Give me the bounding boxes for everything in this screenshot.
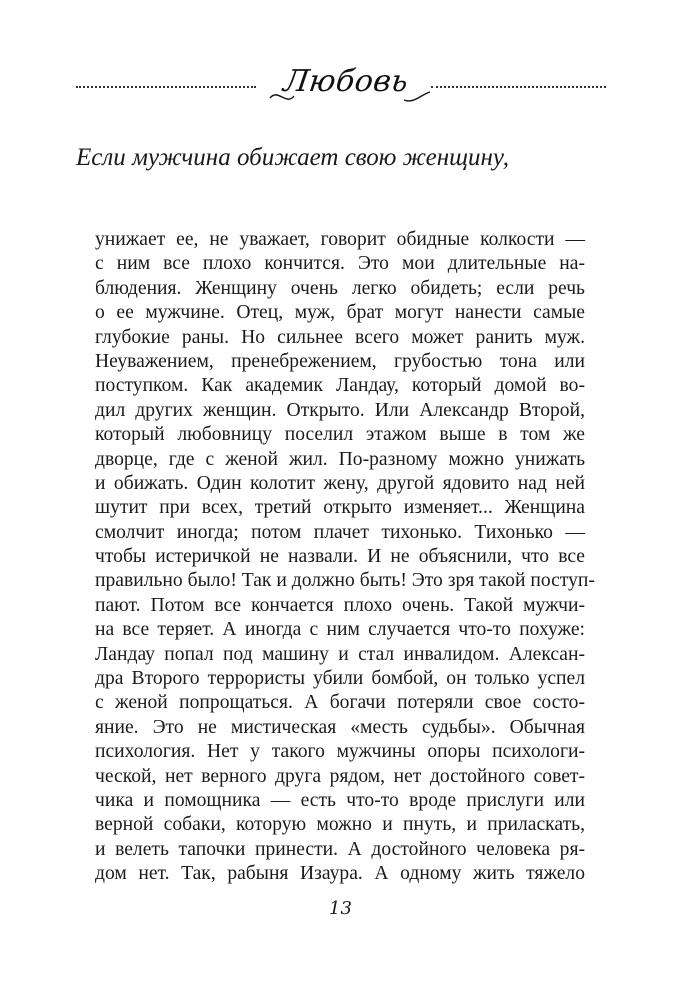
text-line: с ним все плохо кончится. Это мои длительные на- <box>95 253 585 275</box>
text-line: и обижать. Один колотит жену, другой ядовито над ней <box>95 472 585 494</box>
text-line: Неуважением, пренебрежением, грубостью тона или <box>95 350 585 372</box>
text-line: шутит при всех, третий открыто изменяет... Женщина <box>95 497 585 519</box>
body-text <box>95 228 595 887</box>
text-line: дра Второго террористы убили бомбой, он только успел <box>95 668 585 690</box>
text-line: смолчит иногда; потом плачет тихонько. Тихонько — <box>95 521 585 543</box>
header-title: Любовь <box>281 64 411 99</box>
header-dotted-rule-right <box>431 86 606 88</box>
page-number: 13 <box>329 898 352 919</box>
text-line: психология. Нет у такого мужчины опоры психологи- <box>95 741 585 763</box>
text-line: дил других женщин. Открыто. Или Александр Второй, <box>95 399 585 421</box>
header-dotted-rule-left <box>76 86 256 88</box>
text-line: верной собаки, которую можно и пнуть, и приласкать, <box>95 814 585 836</box>
text-line: яние. Это не мистическая «месть судьбы». Обычная <box>95 716 585 738</box>
text-line: дом нет. Так, рабыня Изаура. А одному жить тяжело <box>95 863 585 885</box>
text-line: блюдения. Женщину очень легко обидеть; если речь <box>95 277 585 299</box>
text-line: пают. Потом все кончается плохо очень. Такой мужчи- <box>95 594 585 616</box>
section-heading: Если мужчина обижает свою женщину, <box>76 144 509 171</box>
text-line: чика и помощника — есть что-то вроде прислуги или <box>95 789 585 811</box>
text-line: который любовницу поселил этажом выше в том же <box>95 424 585 446</box>
text-line: о ее мужчине. Отец, муж, брат могут нанести самые <box>95 302 585 324</box>
text-line: правильно было! Так и должно быть! Это зря такой поступ- <box>95 570 595 592</box>
text-line: Ландау попал под машину и стал инвалидом. Алексан- <box>95 643 585 665</box>
text-line: и велеть тапочки принести. А достойного человека ря- <box>95 838 585 860</box>
text-line: с женой попрощаться. А богачи потеряли свое состо- <box>95 692 585 714</box>
text-line: чтобы истеричкой не назвали. И не объяснили, что все <box>95 546 585 568</box>
text-line: унижает ее, не уважает, говорит обидные колкости — <box>95 229 585 250</box>
text-line: поступком. Как академик Ландау, который домой во- <box>95 375 585 397</box>
text-line: на все теряет. А иногда с ним случается что-то похуже: <box>95 619 585 641</box>
running-header <box>76 62 606 112</box>
text-line: ческой, нет верного друга рядом, нет достойного совет- <box>95 765 585 787</box>
text-line: дворце, где с женой жил. По-разному можно унижать <box>95 448 585 470</box>
text-line: глубокие раны. Но сильнее всего может ранить муж. <box>95 326 585 348</box>
